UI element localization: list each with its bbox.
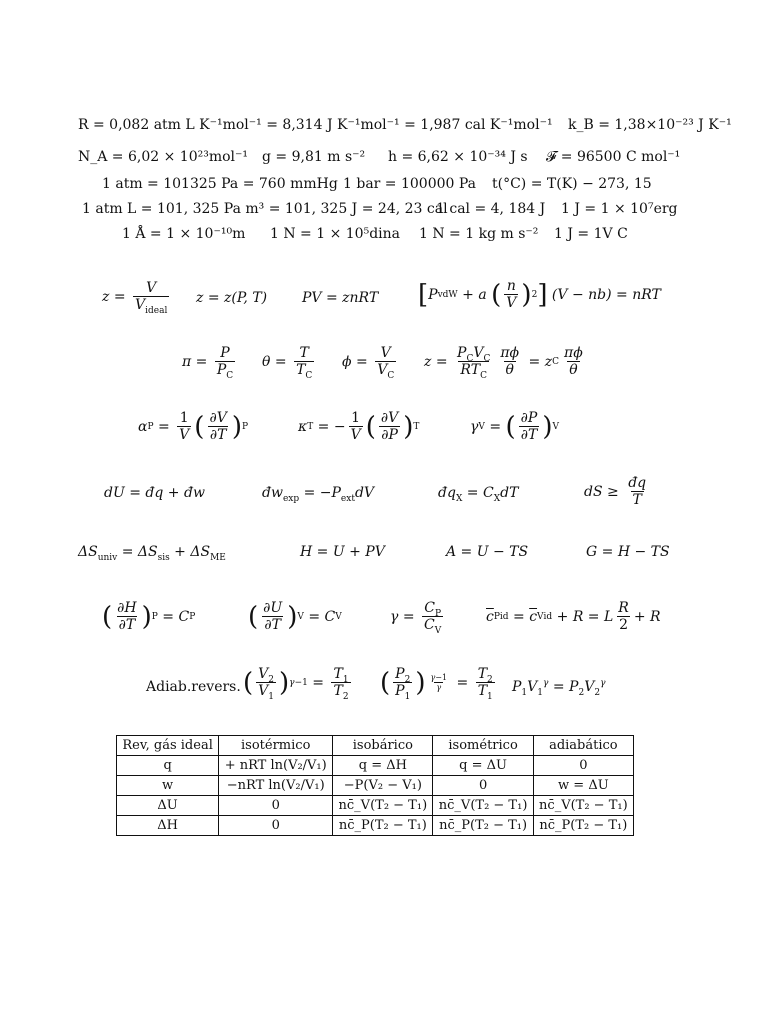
joule-definition: 1 J = 1V C bbox=[554, 226, 628, 242]
expansion-coefficient-eq: α P = $\frac{1}{V}$ ( $\frac{\partial V}{\partial T}$ ) P bbox=[138, 410, 249, 444]
table-header: isobárico bbox=[333, 736, 433, 756]
compressibility-factor-eq: z = $\frac{V}{V_{ideal}}$ bbox=[102, 280, 168, 316]
adiabatic-pv-eq: $P_1V_1^\gamma = P_2V_2^\gamma$ bbox=[512, 678, 606, 698]
temperature-conversion: t(°C) = T(K) − 273, 15 bbox=[492, 176, 652, 192]
table-cell: nc̄_P(T₂ − T₁) bbox=[533, 816, 633, 836]
table-cell: nc̄_V(T₂ − T₁) bbox=[433, 796, 533, 816]
table-cell: 0 bbox=[219, 816, 333, 836]
van-der-waals-eq: [ P vdW + a ( $\frac{n}{V}$ ) 2 ] (V − nb) = nRT bbox=[418, 278, 661, 312]
table-cell: −nRT ln(V₂/V₁) bbox=[219, 776, 333, 796]
z-function-eq: z = z(P, T) bbox=[196, 290, 268, 306]
table-header: isométrico bbox=[433, 736, 533, 756]
planck-constant: h = 6,62 × 10⁻³⁴ J s bbox=[388, 149, 528, 165]
real-gas-eq: PV = znRT bbox=[302, 290, 379, 306]
mayer-relation-eq: $\overline{c}$ P id = $\overline{c}$ V id + R = L $\frac{R}{2}$ + R bbox=[486, 600, 661, 634]
expansion-work-eq: $đw_{exp} = -P_{ext}dV$ bbox=[262, 485, 375, 504]
dina-conversion: 1 N = 1 × 10⁵dina bbox=[270, 226, 401, 242]
table-cell: w = ΔU bbox=[533, 776, 633, 796]
table-cell: 0 bbox=[433, 776, 533, 796]
cp-definition-eq: ( $\frac{\partial H}{\partial T}$ ) P = C P bbox=[102, 600, 196, 634]
table-row bbox=[117, 776, 634, 796]
pressure-coefficient-eq: γ V = ( $\frac{\partial P}{\partial T}$ ) V bbox=[470, 410, 559, 444]
table-row bbox=[117, 796, 634, 816]
table-cell: q = ΔU bbox=[433, 756, 533, 776]
reduced-pressure-eq: π = $\frac{P}{P_C}$ bbox=[182, 345, 234, 381]
table-cell: nc̄_V(T₂ − T₁) bbox=[533, 796, 633, 816]
adiabatic-tv-eq: ( $\frac{V_2}{V_1}$ ) γ−1 = $\frac{T_1}{T_2}$ bbox=[243, 666, 349, 702]
entropy-universe-eq: $\Delta S_{univ} = \Delta S_{sis} + \Delta S_{ME}$ bbox=[78, 544, 226, 563]
table-cell: nc̄_P(T₂ − T₁) bbox=[333, 816, 433, 836]
compressibility-coefficient-eq: κ T = − $\frac{1}{V}$ ( $\frac{\partial V}{\partial P}$ ) T bbox=[298, 410, 420, 444]
newton-definition: 1 N = 1 kg m s⁻² bbox=[419, 226, 539, 242]
table-cell: + nRT ln(V₂/V₁) bbox=[219, 756, 333, 776]
table-header-row bbox=[117, 736, 634, 756]
table-cell: 0 bbox=[219, 796, 333, 816]
bar-conversion: 1 bar = 100000 Pa bbox=[343, 176, 477, 192]
table-header: isotérmico bbox=[219, 736, 333, 756]
table-row bbox=[117, 816, 634, 836]
helmholtz-eq: A = U − TS bbox=[446, 544, 529, 560]
table-cell: nc̄_V(T₂ − T₁) bbox=[333, 796, 433, 816]
adiabatic-tp-eq: ( $\frac{P_2}{P_1}$ ) $\frac{\gamma-1}{\gamma}$ = $\frac{T_2}{T_1}$ bbox=[380, 666, 493, 702]
table-cell: w bbox=[117, 776, 219, 796]
angstrom-conversion: 1 Å = 1 × 10⁻¹⁰m bbox=[122, 226, 246, 242]
enthalpy-eq: H = U + PV bbox=[300, 544, 385, 560]
avogadro-number: N_A = 6,02 × 10²³mol⁻¹ bbox=[78, 149, 249, 165]
adiabatic-label: Adiab.revers. bbox=[146, 679, 241, 695]
heat-capacity-eq: $đq_X = C_XdT$ bbox=[438, 485, 519, 504]
faraday-constant: 𝓕 = 96500 C mol⁻¹ bbox=[546, 149, 681, 165]
gravity-constant: g = 9,81 m s⁻² bbox=[262, 149, 366, 165]
cv-definition-eq: ( $\frac{\partial U}{\partial T}$ ) V = C V bbox=[248, 600, 342, 634]
table-header: adiabático bbox=[533, 736, 633, 756]
gibbs-eq: G = H − TS bbox=[586, 544, 670, 560]
reduced-temperature-eq: θ = $\frac{T}{T_C}$ bbox=[262, 345, 313, 381]
reduced-volume-eq: ϕ = $\frac{V}{V_C}$ bbox=[342, 345, 395, 381]
table-cell: ΔH bbox=[117, 816, 219, 836]
table-header: Rev, gás ideal bbox=[117, 736, 219, 756]
first-law-eq: dU = đq + đw bbox=[104, 485, 205, 501]
calorie-conversion: 1 cal = 4, 184 J bbox=[436, 201, 546, 217]
table-cell: −P(V₂ − V₁) bbox=[333, 776, 433, 796]
table-cell: nc̄_P(T₂ − T₁) bbox=[433, 816, 533, 836]
gamma-ratio-eq: γ = $\frac{C_P}{C_V}$ bbox=[390, 600, 442, 636]
reduced-z-eq: z = $\frac{P_CV_C}{RT_C}$ $\frac{\pi\phi}{\theta}$ = z C $\frac{\pi\phi}{\theta}$ bbox=[424, 345, 583, 381]
table-cell: q = ΔH bbox=[333, 756, 433, 776]
gas-constant-r: R = 0,082 atm L K⁻¹mol⁻¹ = 8,314 J K⁻¹mol⁻¹ = 1,987 cal K⁻¹mol⁻¹ bbox=[78, 117, 553, 133]
erg-conversion: 1 J = 1 × 10⁷erg bbox=[561, 201, 678, 217]
clausius-inequality-eq: dS ≥ $\frac{đq}{T}$ bbox=[584, 475, 647, 509]
atm-liter-conversion: 1 atm L = 101, 325 Pa m³ = 101, 325 J = 24, 23 cal bbox=[82, 201, 448, 217]
boltzmann-constant: k_B = 1,38×10⁻²³ J K⁻¹ bbox=[568, 117, 732, 133]
table-row bbox=[117, 756, 634, 776]
ideal-gas-process-table bbox=[116, 735, 634, 836]
atm-conversion: 1 atm = 101325 Pa = 760 mmHg bbox=[102, 176, 338, 192]
table-cell: ΔU bbox=[117, 796, 219, 816]
table-cell: q bbox=[117, 756, 219, 776]
table-cell: 0 bbox=[533, 756, 633, 776]
